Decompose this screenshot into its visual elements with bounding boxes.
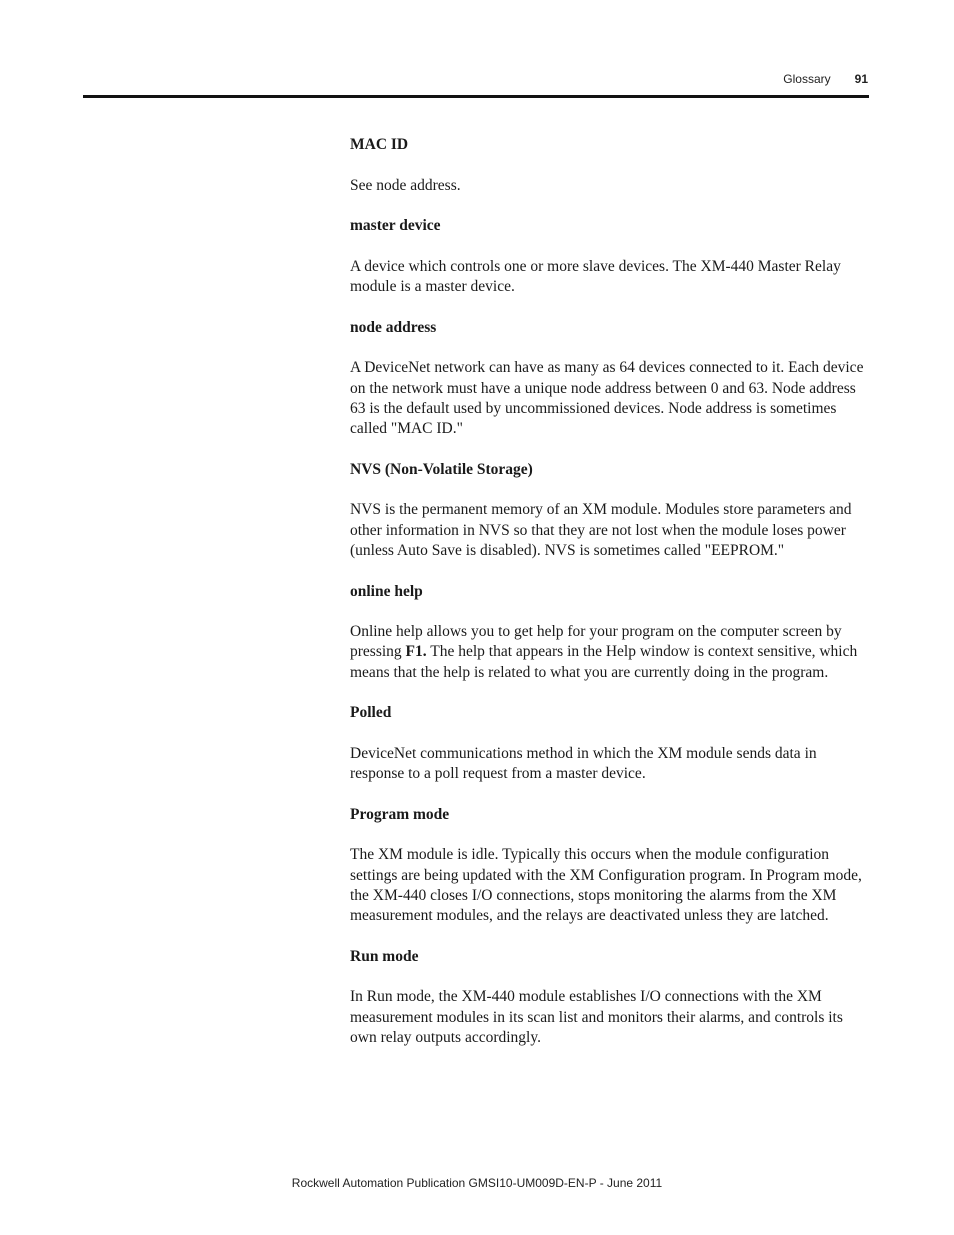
definition-text: Online help allows you to get help for your program on the computer screen by pressing: [350, 623, 842, 661]
glossary-definition: A device which controls one or more slave devices. The XM-440 Master Relay module is a master device.: [350, 257, 841, 296]
section-title: Glossary: [783, 72, 831, 86]
glossary-term: MAC ID: [350, 136, 409, 153]
glossary-entry-nvs: [350, 460, 870, 561]
glossary-entry-program-mode: [350, 805, 870, 927]
glossary-definition: In Run mode, the XM-440 module establishes I/O connections with the XM measurement modules in its scan list and monitors their alarms, and controls its own relay outputs accordingly.: [350, 988, 843, 1047]
glossary-entry-mac-id: [350, 135, 870, 196]
glossary-definition: A DeviceNet network can have as many as 64 devices connected to it. Each device on the network must have a unique node address between 0 and 63. Node address 63 is the default used by uncommissioned devices. Node address is sometimes called "MAC ID.": [350, 359, 864, 438]
header-rule: [83, 95, 869, 98]
glossary-entry-polled: [350, 703, 870, 784]
definition-text: The help that appears in the Help window is context sensitive, which means that the help is related to what you are currently doing in the program.: [350, 643, 858, 681]
glossary-content: [350, 135, 870, 1069]
glossary-definition: NVS is the permanent memory of an XM module. Modules store parameters and other information in NVS so that they are not lost when the module loses power (unless Auto Save is disabled). NVS is sometimes called "EEPROM.": [350, 501, 852, 559]
glossary-term: node address: [350, 318, 437, 336]
glossary-entry-master-device: [350, 216, 870, 297]
page-header: [783, 72, 868, 86]
glossary-term: NVS (Non-Volatile Storage): [350, 460, 533, 478]
glossary-entry-run-mode: [350, 947, 870, 1048]
glossary-entry-online-help: [350, 582, 870, 683]
glossary-term: Run mode: [350, 947, 419, 965]
glossary-term: online help: [350, 582, 423, 600]
page-footer: Rockwell Automation Publication GMSI10-UM009D-EN-P - June 2011: [291, 1176, 663, 1190]
glossary-term: Program mode: [350, 805, 450, 823]
glossary-definition: DeviceNet communications method in which the XM module sends data in response to a poll request from a master device.: [350, 744, 817, 783]
glossary-term: master device: [350, 217, 441, 235]
key-f1: F1.: [405, 643, 427, 661]
glossary-term: Polled: [350, 704, 392, 722]
page-number: 91: [854, 72, 868, 86]
glossary-definition: The XM module is idle. Typically this occurs when the module configuration settings are being updated with the XM Configuration program. In Program mode, the XM-440 closes I/O connections, stops monitoring the alarms from the XM measurement modules, and the relays are deactivated unless they are latched.: [350, 846, 862, 925]
glossary-definition: See node address.: [350, 176, 461, 194]
glossary-definition: [350, 622, 870, 683]
glossary-entry-node-address: [350, 318, 870, 440]
